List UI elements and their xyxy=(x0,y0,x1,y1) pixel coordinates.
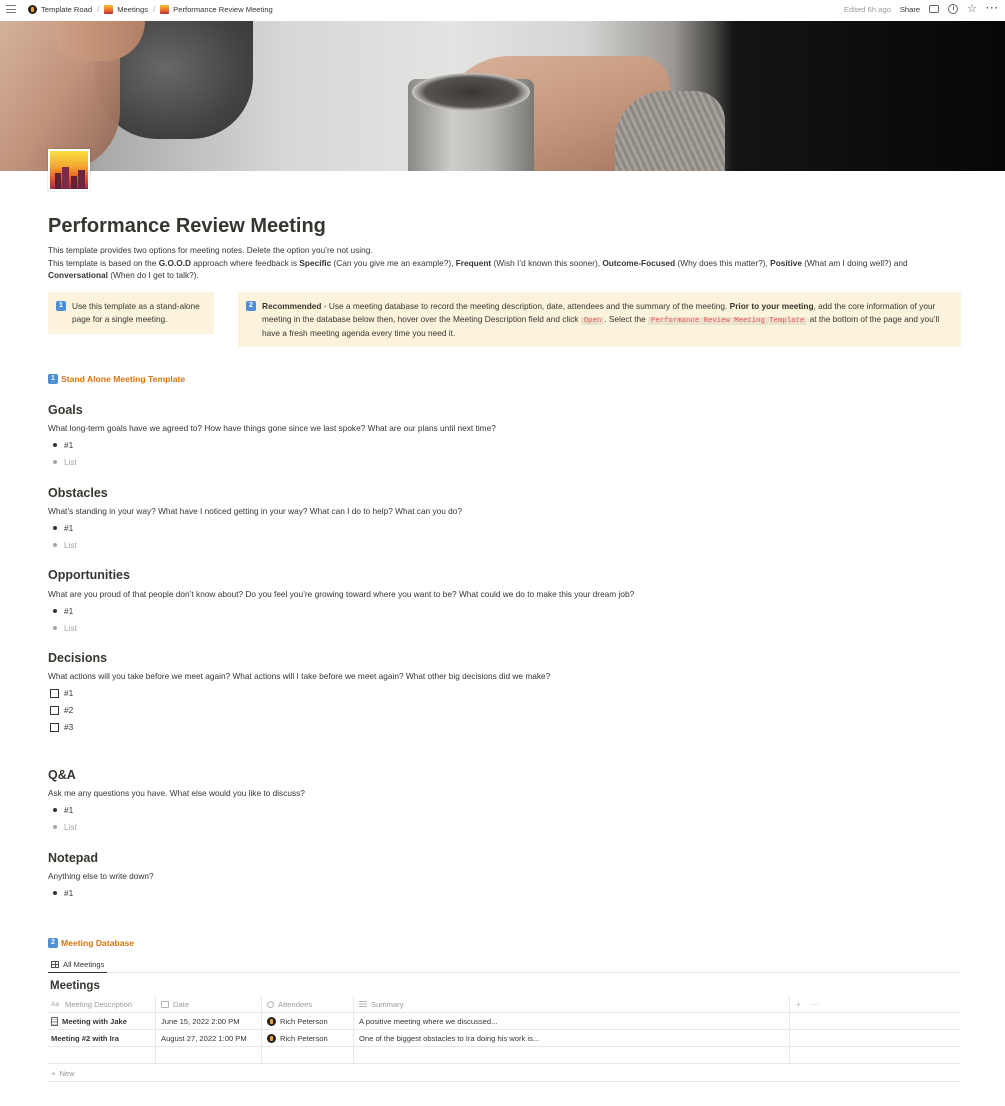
breadcrumb-separator: / xyxy=(97,4,100,14)
cell-empty[interactable] xyxy=(156,1047,262,1064)
cell-description[interactable]: Meeting with Jake xyxy=(48,1013,156,1030)
callout-option-2 xyxy=(238,292,961,347)
column-header-attendees[interactable]: Attendees xyxy=(262,996,354,1013)
list-placeholder[interactable]: List xyxy=(53,539,77,551)
checkbox[interactable] xyxy=(50,689,59,698)
edited-timestamp: Edited 6h ago xyxy=(843,4,891,14)
inline-code: Performance Review Meeting Template xyxy=(648,317,807,325)
add-property-icon[interactable]: + xyxy=(796,999,801,1009)
more-icon[interactable]: ··· xyxy=(986,3,999,14)
list-item[interactable]: #1 xyxy=(53,439,73,451)
heading-qa: Q&A xyxy=(48,768,76,782)
cell-empty[interactable] xyxy=(262,1047,354,1064)
intro-line-2: This template is based on the G.O.O.D approach where feedback is Specific (Can you give me an example?), Frequent (Wish I’d known this sooner), Outcome-Focused (Why does this matter?), Positive (What am I doing well?) and Conversational (When do I get to talk?). xyxy=(48,257,908,281)
list-item[interactable]: #1 xyxy=(53,887,73,899)
cell-empty[interactable] xyxy=(48,1047,156,1064)
checkbox[interactable] xyxy=(50,723,59,732)
column-header-description[interactable]: Aa Meeting Description xyxy=(48,996,156,1013)
breadcrumb-item-meetings[interactable]: Meetings xyxy=(117,4,149,14)
cover-image xyxy=(0,21,1005,171)
clock-icon[interactable] xyxy=(948,4,958,14)
top-bar xyxy=(0,0,1005,18)
section-link-database[interactable]: 2 Meeting Database xyxy=(48,937,134,949)
avatar xyxy=(267,1017,276,1026)
heading-opportunities: Opportunities xyxy=(48,568,130,582)
calendar-icon xyxy=(161,1001,169,1008)
heading-decisions: Decisions xyxy=(48,651,108,665)
breadcrumb xyxy=(28,4,273,15)
breadcrumb-separator: / xyxy=(153,4,156,14)
city-icon xyxy=(104,5,113,14)
callout-text: Recommended - Use a meeting database to record the meeting description, date, attendees and the summary of the meeting. Prior to your meeting, add the core information of your meeting in the database below then, hover over the Meeting Description field and click Open . Select the Performance Review Meeting Template at the bottom of the page and you’ll have a fresh meeting agenda every time you need it. xyxy=(262,301,940,339)
column-header-summary[interactable]: Summary xyxy=(354,996,790,1013)
keycap-2-icon: 2 xyxy=(48,938,58,948)
cell-attendees[interactable]: Rich Peterson xyxy=(262,1013,354,1030)
city-icon xyxy=(160,5,169,14)
keycap-1-icon: 1 xyxy=(48,374,58,384)
star-icon[interactable]: ☆ xyxy=(967,3,977,15)
text-property-icon: Aa xyxy=(51,1000,59,1008)
todo-item[interactable]: #3 xyxy=(50,721,73,733)
cell-empty[interactable] xyxy=(790,1047,961,1064)
table-header-row xyxy=(48,996,961,1013)
plus-icon: + xyxy=(51,1068,56,1078)
cell-date[interactable]: August 27, 2022 1:00 PM xyxy=(156,1030,262,1047)
text-lines-icon xyxy=(359,1001,367,1008)
list-placeholder[interactable]: List xyxy=(53,456,77,468)
decisions-prompt: What actions will you take before we meet again? What actions will I take before we meet again? What other big decisions did we make? xyxy=(48,671,551,681)
cover-mug-rim xyxy=(412,73,530,111)
cell-empty[interactable] xyxy=(790,1013,961,1030)
todo-item[interactable]: #1 xyxy=(50,687,73,699)
list-placeholder[interactable]: List xyxy=(53,821,77,833)
intro-text xyxy=(48,244,948,282)
more-icon[interactable]: ··· xyxy=(810,999,819,1009)
callout-text: Use this template as a stand-alone page for a single meeting. xyxy=(72,301,200,324)
cell-date[interactable]: June 15, 2022 2:00 PM xyxy=(156,1013,262,1030)
cell-description[interactable]: Meeting #2 with Ira xyxy=(48,1030,156,1047)
cell-summary[interactable]: One of the biggest obstacles to Ira doing his work is... xyxy=(354,1030,790,1047)
list-item[interactable]: #1 xyxy=(53,804,73,816)
table-row[interactable] xyxy=(48,1030,961,1047)
workspace-icon xyxy=(28,5,37,14)
notepad-prompt: Anything else to write down? xyxy=(48,871,154,881)
cell-empty[interactable] xyxy=(354,1047,790,1064)
cell-summary[interactable]: A positive meeting where we discussed... xyxy=(354,1013,790,1030)
cell-empty[interactable] xyxy=(790,1030,961,1047)
table-row-empty[interactable] xyxy=(48,1047,961,1064)
people-icon xyxy=(267,1001,274,1008)
list-item[interactable]: #1 xyxy=(53,605,73,617)
checkbox[interactable] xyxy=(50,706,59,715)
avatar xyxy=(267,1034,276,1043)
table-row[interactable] xyxy=(48,1013,961,1030)
opportunities-prompt: What are you proud of that people don’t know about? Do you feel you’re growing toward where you want to be? What could we do to make this your dream job? xyxy=(48,589,635,599)
obstacles-prompt: What’s standing in your way? What have I noticed getting in your way? What can I do to help? What can you do? xyxy=(48,506,463,516)
qa-prompt: Ask me any questions you have. What else would you like to discuss? xyxy=(48,788,305,798)
database-view-tabs xyxy=(48,956,961,973)
tab-all-meetings[interactable]: All Meetings xyxy=(48,956,107,973)
new-row-button[interactable]: + New xyxy=(48,1065,961,1082)
keycap-1-icon: 1 xyxy=(56,301,66,311)
intro-line-1: This template provides two options for meeting notes. Delete the option you’re not using. xyxy=(48,245,373,255)
heading-notepad: Notepad xyxy=(48,851,98,865)
header-actions xyxy=(796,996,819,1013)
cell-attendees[interactable]: Rich Peterson xyxy=(262,1030,354,1047)
breadcrumb-item-workspace[interactable]: Template Road xyxy=(41,4,93,14)
page-icon[interactable] xyxy=(48,149,90,191)
menu-icon[interactable] xyxy=(6,5,16,13)
list-item[interactable]: #1 xyxy=(53,522,73,534)
cover-sweater xyxy=(615,91,725,171)
heading-goals: Goals xyxy=(48,403,83,417)
database-title[interactable]: Meetings xyxy=(50,980,100,992)
share-button[interactable]: Share xyxy=(899,4,921,14)
list-placeholder[interactable]: List xyxy=(53,622,77,634)
heading-obstacles: Obstacles xyxy=(48,486,108,500)
inline-code: Open xyxy=(581,317,605,325)
comment-icon[interactable] xyxy=(929,5,939,13)
callout-option-1 xyxy=(48,292,214,334)
breadcrumb-item-page[interactable]: Performance Review Meeting xyxy=(173,4,273,14)
column-header-date[interactable]: Date xyxy=(156,996,262,1013)
page-title[interactable]: Performance Review Meeting xyxy=(48,215,326,237)
section-link-stand-alone[interactable]: 1 Stand Alone Meeting Template xyxy=(48,373,185,385)
table-icon xyxy=(51,961,59,968)
document-icon xyxy=(51,1017,58,1026)
keycap-2-icon: 2 xyxy=(246,301,256,311)
todo-item[interactable]: #2 xyxy=(50,704,73,716)
goals-prompt: What long-term goals have we agreed to? How have things gone since we last spoke? What are our plans until next time? xyxy=(48,423,496,433)
